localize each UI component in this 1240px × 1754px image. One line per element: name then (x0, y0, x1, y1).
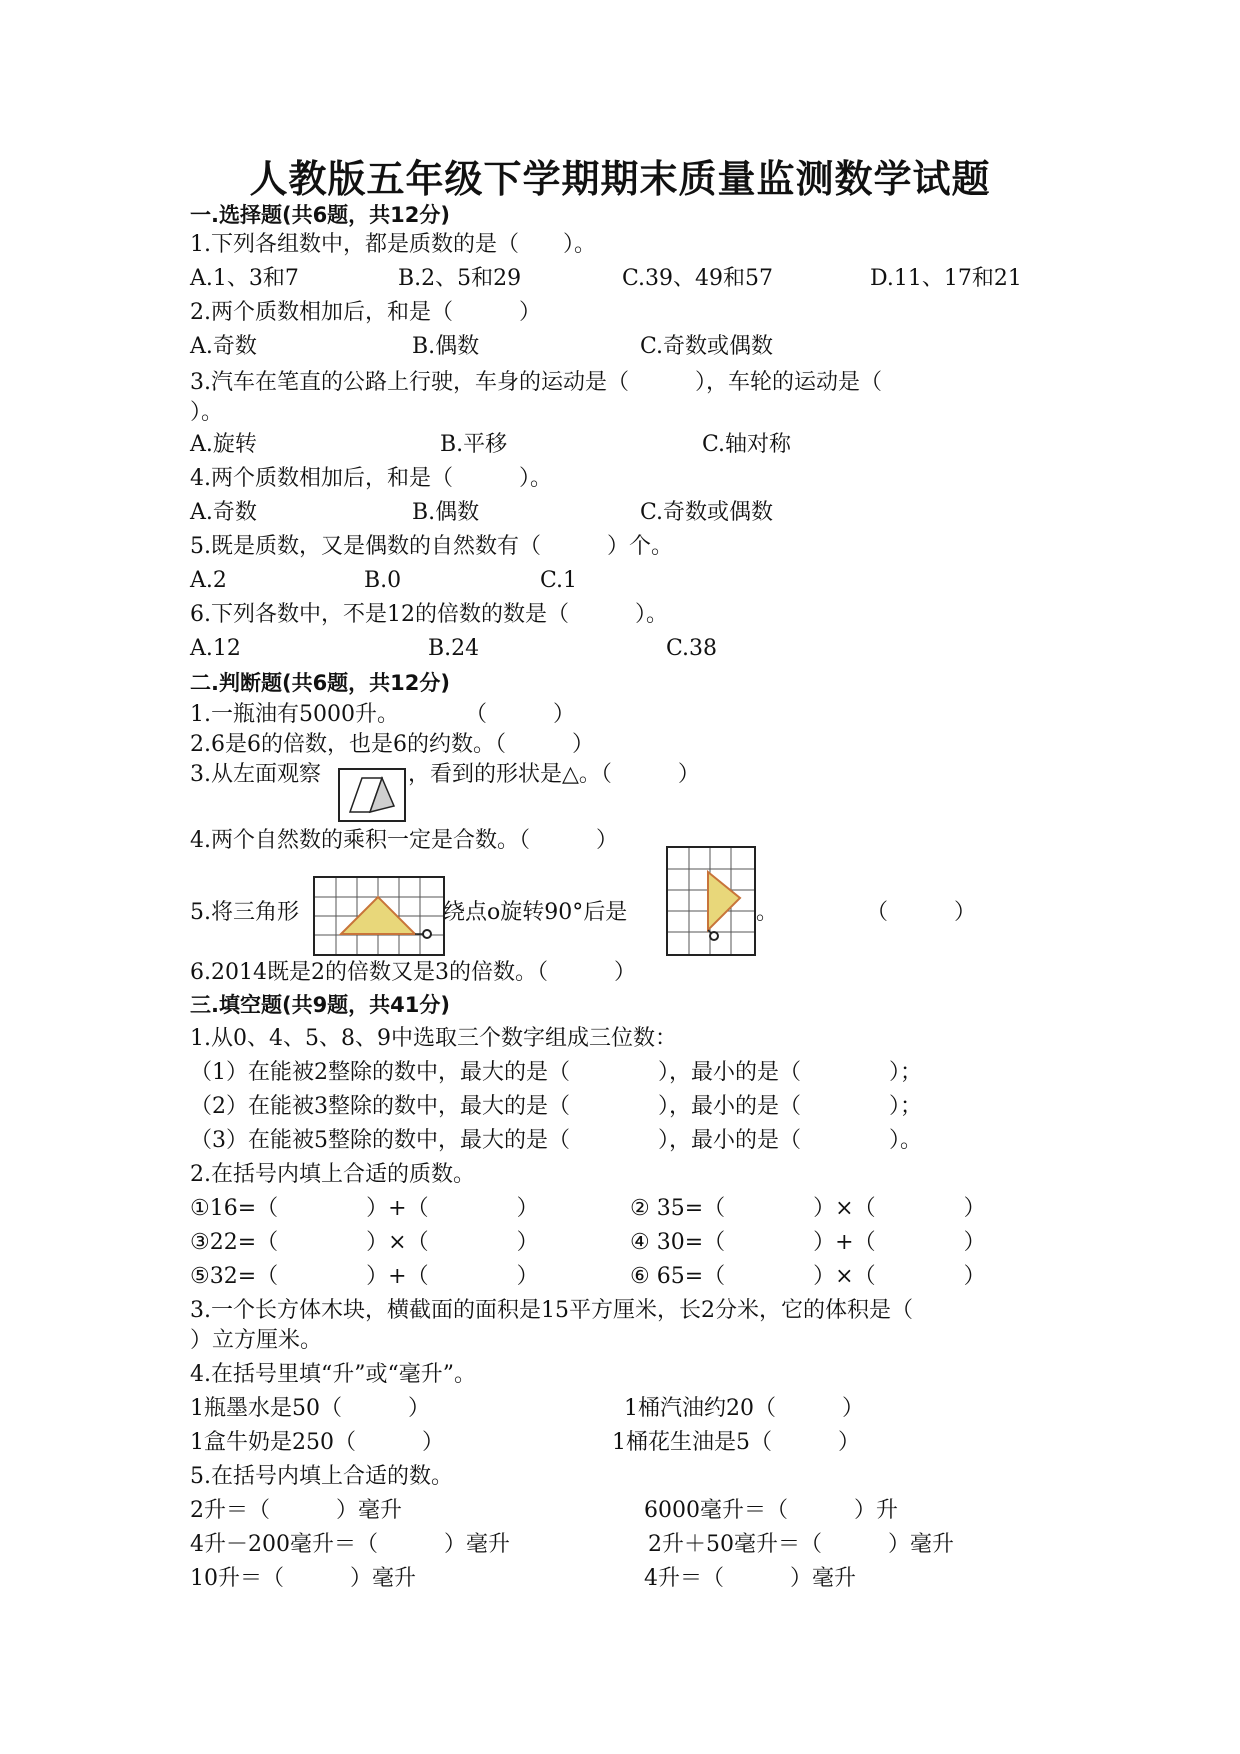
fill-item: 2升＝（ ）毫升 (190, 1498, 402, 1523)
option: B.偶数 (412, 334, 480, 359)
section-heading-choice: 一.选择题(共6题，共12分) (190, 203, 451, 227)
judge-item: 6.2014既是2的倍数又是3的倍数。（ ） (190, 960, 636, 985)
section-heading-fill: 三.填空题(共9题，共41分) (190, 993, 451, 1017)
triangle-grid-figure (313, 876, 445, 956)
fill-item: 10升＝（ ）毫升 (190, 1566, 416, 1591)
fill-item: ⑤32=（ ）+（ ） (190, 1264, 539, 1289)
judge-item-part: 5.将三角形 (190, 900, 299, 925)
judge-item: 4.两个自然数的乘积一定是合数。（ ） (190, 828, 618, 853)
question-stem-continued: ）立方厘米。 (190, 1328, 323, 1353)
fill-item: ④ 30=（ ）+（ ） (630, 1230, 986, 1255)
fill-item: ①16=（ ）+（ ） (190, 1196, 539, 1221)
tent-shape-figure (338, 768, 406, 822)
option: C.38 (666, 636, 718, 661)
fill-item: 1盒牛奶是250（ ） (190, 1430, 444, 1455)
option: D.11、17和21 (870, 266, 1022, 291)
fill-item: ⑥ 65=（ ）×（ ） (630, 1264, 986, 1289)
option: B.0 (364, 568, 402, 593)
option: C.轴对称 (702, 432, 792, 457)
option: A.奇数 (190, 500, 257, 525)
fill-item: 2升＋50毫升＝（ ）毫升 (648, 1532, 954, 1557)
option: C.1 (540, 568, 578, 593)
question-stem: 2.在括号内填上合适的质数。 (190, 1162, 475, 1187)
option: A.旋转 (190, 432, 257, 457)
question-stem: 1.从0、4、5、8、9中选取三个数字组成三位数： (190, 1026, 677, 1051)
sub-question: （2）在能被3整除的数中，最大的是（ ），最小的是（ ）； (190, 1094, 922, 1119)
judge-item-part: 3.从左面观察 (190, 762, 321, 787)
judge-item: 2.6是6的倍数，也是6的约数。（ ） (190, 732, 594, 757)
fill-item: 1桶花生油是5（ ） (612, 1430, 860, 1455)
question-stem: 3.一个长方体木块，横截面的面积是15平方厘米，长2分米，它的体积是（ (190, 1298, 913, 1323)
judge-item-part: 。 （ ） (756, 900, 977, 925)
fill-item: ③22=（ ）×（ ） (190, 1230, 539, 1255)
question-stem: 2.两个质数相加后，和是（ ） (190, 300, 541, 325)
rotated-triangle-grid-figure (666, 846, 756, 956)
fill-item: 6000毫升＝（ ）升 (644, 1498, 898, 1523)
question-stem: 4.两个质数相加后，和是（ ）。 (190, 466, 552, 491)
question-stem: 5.在括号内填上合适的数。 (190, 1464, 453, 1489)
question-stem: 1.下列各组数中，都是质数的是（ ）。 (190, 232, 596, 257)
sub-question: （3）在能被5整除的数中，最大的是（ ），最小的是（ ）。 (190, 1128, 922, 1153)
judge-item-part: 绕点o旋转90°后是 (443, 900, 628, 925)
option: A.2 (190, 568, 227, 593)
page-title: 人教版五年级下学期期末质量监测数学试题 (249, 156, 991, 201)
fill-item: 1桶汽油约20（ ） (624, 1396, 864, 1421)
question-stem: 4.在括号里填“升”或“毫升”。 (190, 1362, 476, 1387)
option: B.偶数 (412, 500, 480, 525)
option: B.24 (428, 636, 480, 661)
option: B.平移 (440, 432, 508, 457)
judge-item-part: ，看到的形状是△。（ ） (408, 762, 700, 787)
question-stem: 6.下列各数中，不是12的倍数的数是（ ）。 (190, 602, 668, 627)
sub-question: （1）在能被2整除的数中，最大的是（ ），最小的是（ ）； (190, 1060, 922, 1085)
section-heading-judge: 二.判断题(共6题，共12分) (190, 671, 451, 695)
fill-item: 4升－200毫升＝（ ）毫升 (190, 1532, 510, 1557)
option: C.39、49和57 (622, 266, 774, 291)
question-stem-continued: ）。 (190, 400, 224, 425)
option: A.12 (190, 636, 241, 661)
option: A.奇数 (190, 334, 257, 359)
question-stem: 5.既是质数，又是偶数的自然数有（ ）个。 (190, 534, 673, 559)
option: B.2、5和29 (398, 266, 522, 291)
fill-item: 4升＝（ ）毫升 (644, 1566, 856, 1591)
judge-item: 1.一瓶油有5000升。 （ ） (190, 702, 575, 727)
option: A.1、3和7 (190, 266, 299, 291)
question-stem: 3.汽车在笔直的公路上行驶，车身的运动是（ ），车轮的运动是（ (190, 370, 882, 395)
option: C.奇数或偶数 (640, 334, 774, 359)
option: C.奇数或偶数 (640, 500, 774, 525)
fill-item: ② 35=（ ）×（ ） (630, 1196, 986, 1221)
fill-item: 1瓶墨水是50（ ） (190, 1396, 430, 1421)
